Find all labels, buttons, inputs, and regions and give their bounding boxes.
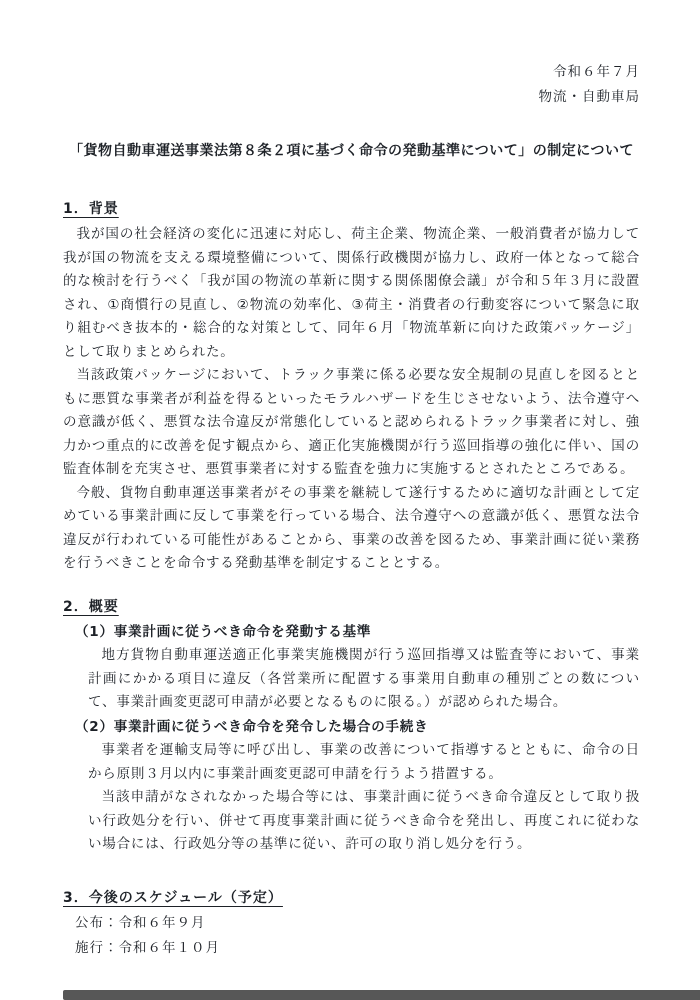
section-3-heading: 3．今後のスケジュール（予定） [63, 889, 283, 906]
section-1-paragraph-2: 当該政策パッケージにおいて、トラック事業に係る必要な安全規制の見直しを図るとともに悪質な事業者が利益を得るといったモラルハザードを生じさせないよう、法令遵守への意識が低く、悪質な法令違反が常態化していると認められるトラック事業者に対し、強力かつ重点的に改善を促す観点から、適正化実施機関が行う巡回指導の強化に伴い、国の監査体制を充実させ、悪質事業者に対する監査を強力に実施するとされたところである。 [63, 367, 640, 477]
document-title: 「貨物自動車運送事業法第８条２項に基づく命令の発動基準について」の制定について [69, 143, 634, 159]
section-2-item-2-paragraph-1: 事業者を運輸支局等に呼び出し、事業の改善について指導するとともに、命令の日から原則３月以内に事業計画変更認可申請を行うよう措置する。 [88, 742, 640, 782]
section-2-item-2-heading: （2）事業計画に従うべき命令を発令した場合の手続き [75, 718, 429, 735]
bureau-line: 物流・自動車局 [538, 89, 640, 105]
section-2-heading: 2．概要 [63, 598, 119, 615]
section-2-body [63, 621, 640, 857]
date-line: 令和６年７月 [553, 64, 640, 80]
section-2-item-1-heading: （1）事業計画に従うべき命令を発動する基準 [75, 623, 372, 640]
section-2-item-2-paragraph-2: 当該申請がなされなかった場合等には、事業計画に従うべき命令違反として取り扱い行政処分を行い、併せて再度事業計画に従うべき命令を発出し、再度これに従わない場合には、行政処分等の基準に従い、許可の取り消し処分を行う。 [88, 789, 640, 852]
schedule-publication-line: 公布：令和６年９月 [75, 914, 206, 931]
document-header [63, 60, 640, 110]
schedule-enforcement-line: 施行：令和６年１０月 [75, 940, 220, 956]
section-1-heading: 1．背景 [63, 201, 119, 217]
horizontal-scrollbar-thumb[interactable] [63, 990, 700, 1000]
section-2-item-1-body: 地方貨物自動車運送適正化事業実施機関が行う巡回指導又は監査等において、事業計画にかかる項目に違反（各営業所に配置する事業用自動車の種別ごとの数について、事業計画変更認可申請が必要となるものに限る。）が認められた場合。 [88, 647, 640, 710]
schedule-block [63, 911, 640, 962]
section-1-body [63, 223, 640, 576]
section-1-paragraph-1: 我が国の社会経済の変化に迅速に対応し、荷主企業、物流企業、一般消費者が協力して我が国の物流を支える環境整備について、関係行政機関が協力し、政府一体となって総合的な検討を行うべく「我が国の物流の革新に関する関係閣僚会議」が令和５年３月に設置され、①商慣行の見直し、②物流の効率化、③荷主・消費者の行動変容について緊急に取り組むべき抜本的・総合的な対策として、同年６月「物流革新に向けた政策パッケージ」として取りまとめられた。 [63, 226, 640, 360]
section-1-paragraph-3: 今般、貨物自動車運送事業者がその事業を継続して遂行するために適切な計画として定めている事業計画に反して事業を行っている場合、法令遵守への意識が低く、悪質な法令違反が行われている可能性があることから、事業の改善を図るため、事業計画に従い業務を行うべきことを命令する発動基準を制定することとする。 [63, 484, 640, 571]
